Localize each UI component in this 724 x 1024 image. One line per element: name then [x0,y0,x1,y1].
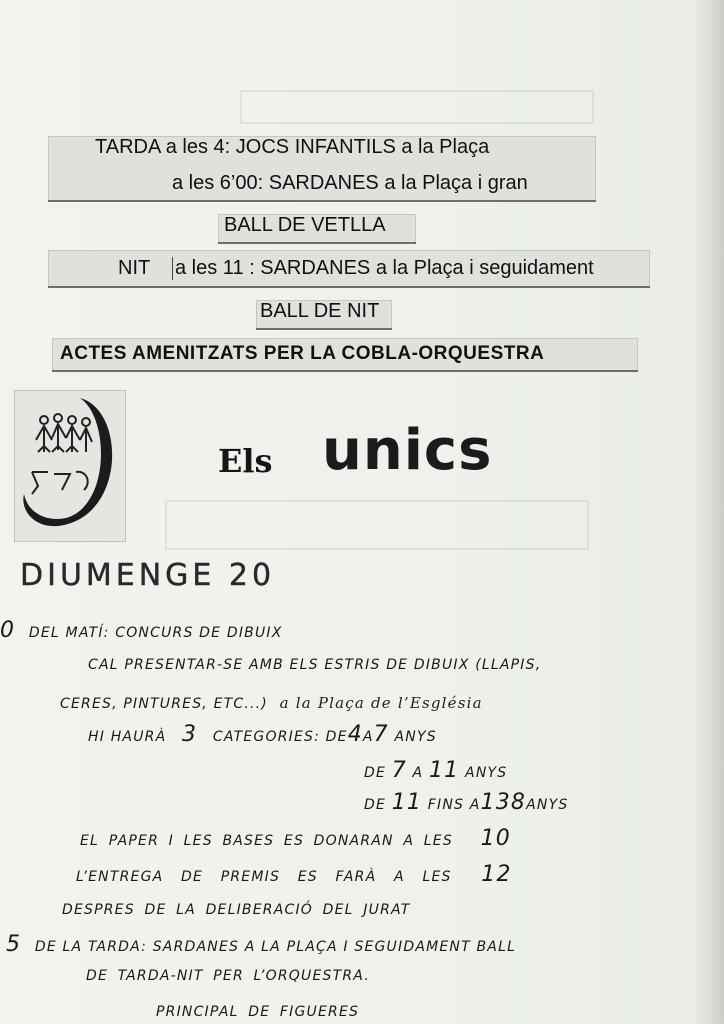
line-nit-label: NIT [118,257,151,279]
band-name-els: Els [218,442,273,480]
program-hour: 5 [6,932,22,957]
line-ball-nit: BALL DE NIT [260,300,380,322]
program-line: 0 DEL MATÍ: CONCURS DE DIBUIX [0,618,283,643]
bleed-through-shape [240,90,594,124]
page-edge-shadow [694,0,724,1024]
line-cobla: ACTES AMENITZATS PER LA COBLA-ORQUESTRA [60,343,545,364]
bleed-through-shape [165,500,589,550]
line-tarda: TARDA a les 4: JOCS INFANTILS a la Plaça [95,136,490,158]
line-nit: a les 11 : SARDANES a la Plaça i seguidament [172,257,594,280]
band-name-unics: unics [322,418,493,483]
program-line: HI HAURÀ 3 CATEGORIES: DE4A7 ANYS [88,722,437,747]
day-heading: DIUMENGE 20 [20,558,276,593]
line-sardanes-tarda: a les 6’00: SARDANES a la Plaça i gran [172,172,528,194]
program-line: EL PAPER I LES BASES ES DONARAN A LES 10 [80,826,511,851]
program-line: DE 11 FINS A138ANYS [364,790,569,815]
program-line: DESPRES DE LA DELIBERACIÓ DEL JURAT [62,902,411,918]
band-logo [14,390,126,542]
program-line: DE 7 A 11 ANYS [364,758,508,783]
program-line: CAL PRESENTAR-SE AMB ELS ESTRIS DE DIBUIX (LLAPIS, [88,657,542,673]
dancers-logo-icon [14,390,126,542]
program-line: DE TARDA-NIT PER L’ORQUESTRA. [86,968,370,984]
program-line: 5 DE LA TARDA: SARDANES A LA PLAÇA I SEGUIDAMENT BALL [6,932,517,957]
program-hour: 0 [0,618,16,643]
program-line: CERES, PINTURES, ETC...) a la Plaça de l’Església [60,694,483,712]
handwritten-location: a la Plaça de l’Església [279,694,483,712]
line-ball-vetlla: BALL DE VETLLA [224,214,386,236]
program-line: L’ENTREGA DE PREMIS ES FARÀ A LES 12 [76,862,512,887]
program-line: PRINCIPAL DE FIGUERES [156,1004,360,1020]
